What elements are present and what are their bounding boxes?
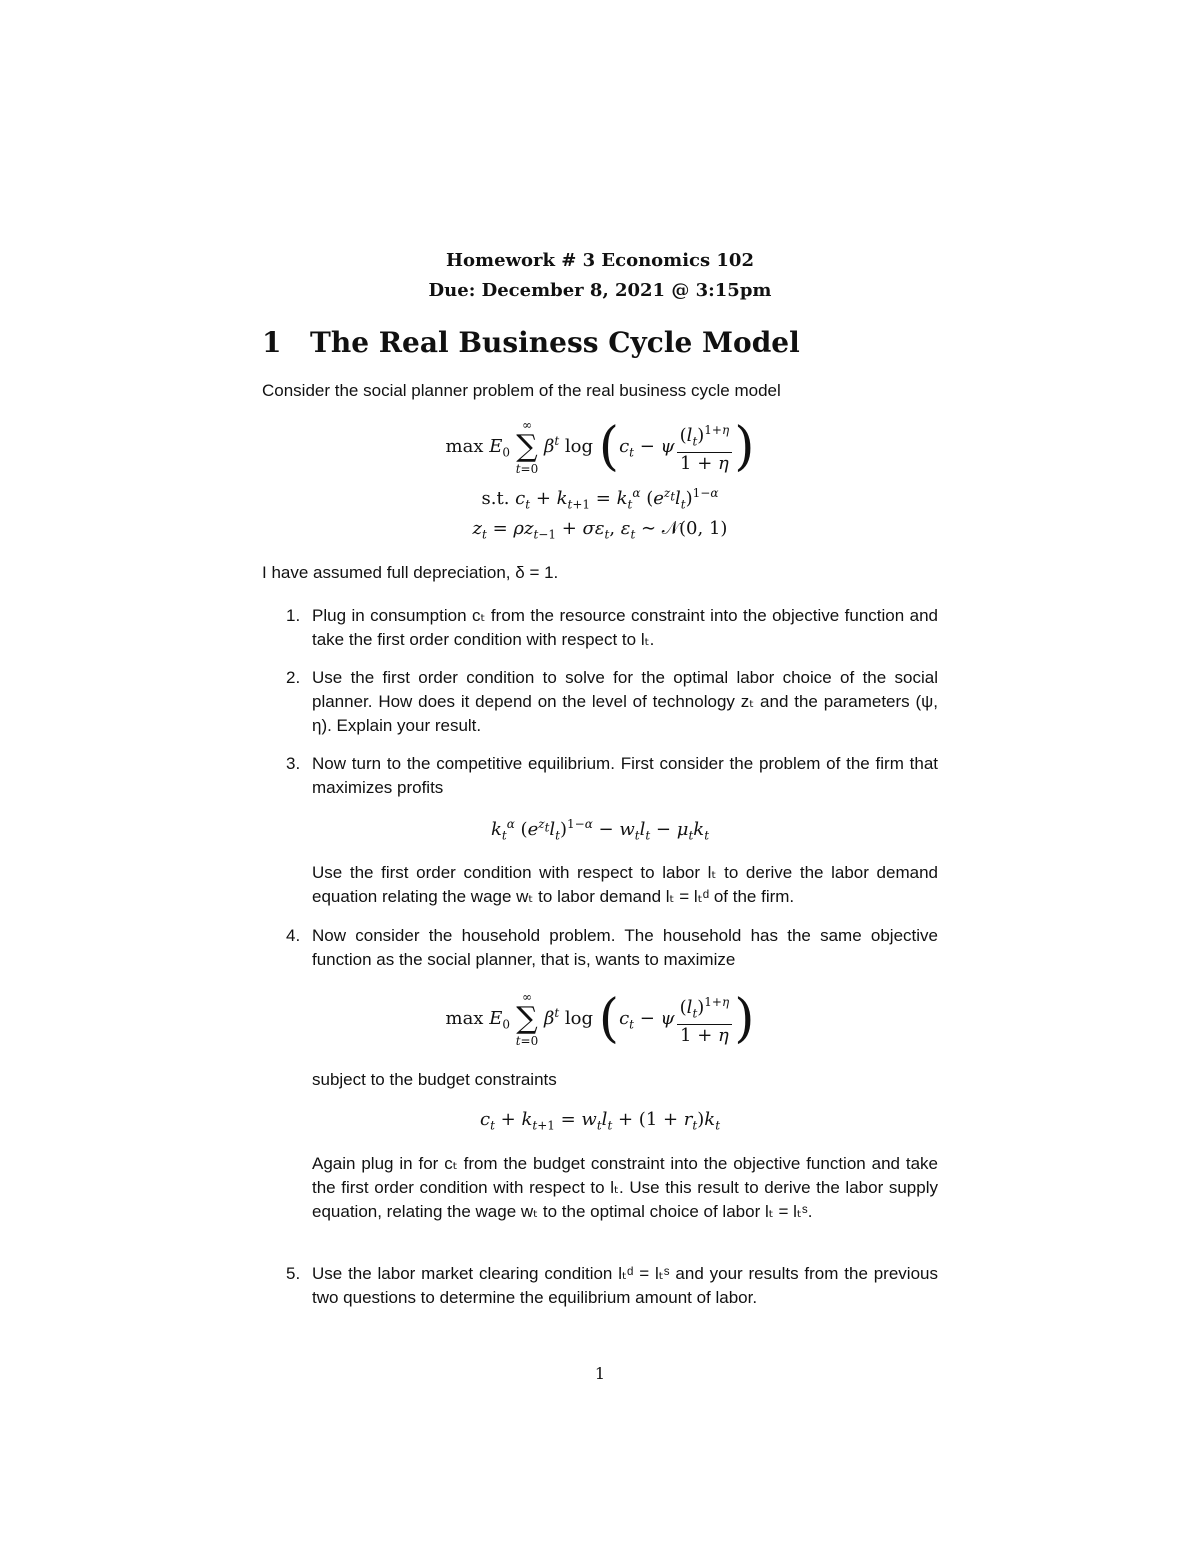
household-objective-equation: $\max E_0$ ∞ ∑ t=0 $\beta^t$ $\log (c_t - \psi$ $\frac{(l_t)^{1+\eta}}{1 + \eta}$ ) <box>445 989 755 1049</box>
intro-paragraph: Consider the social planner problem of the real business cycle model <box>262 381 781 400</box>
header-title: Homework # 3 Economics 102 <box>446 250 754 271</box>
firm-profit-equation: $k_t^\alpha$ $(e^{z_t}l_t)^{1-\alpha} - w_tl_t - \mu_tk_t$ <box>490 817 710 843</box>
list-marker: 3. <box>286 754 301 773</box>
resource-constraint-equation: s.t. $c_t + k_{t+1} = k_t^\alpha$ $(e^{z_t}l_t)^{1-\alpha}$ <box>481 486 719 512</box>
header-due-date: Due: December 8, 2021 @ 3:15pm <box>428 280 772 301</box>
list-marker: 5. <box>286 1264 301 1283</box>
list-item <box>286 1262 938 1310</box>
page-number: 1 <box>594 1364 606 1383</box>
item-4-middle: subject to the budget constraints <box>312 1070 557 1089</box>
list-item <box>286 752 938 800</box>
list-item-text: Use the labor market clearing condition lₜᵈ = lₜˢ and your results from the previous two questions to determine the equilibrium amount of labor. <box>312 1264 938 1307</box>
list-item <box>286 666 938 738</box>
budget-constraint-equation: $c_t + k_{t+1} = w_tl_t + (1 + r_t)k_t$ <box>479 1109 721 1133</box>
item-3-followup: Use the first order condition with respect to labor lₜ to derive the labor demand equation relating the wage wₜ to labor demand lₜ = lₜᵈ of the firm. <box>312 863 938 906</box>
section-number: 1 <box>262 326 282 359</box>
section-heading <box>262 326 800 359</box>
technology-process-equation: $z_t = \rho z_{t-1} + \sigma\varepsilon_t$, $\varepsilon_t$ ∼ 𝒩(0, 1) <box>472 518 728 542</box>
planner-objective-equation: $\max E_0$ ∞ ∑ t=0 $\beta^t$ $\log (c_t - \psi$ $\frac{(l_t)^{1+\eta}}{1 + \eta}$ ) <box>445 417 755 477</box>
list-marker: 1. <box>286 606 301 625</box>
list-marker: 4. <box>286 926 301 945</box>
assumption-paragraph: I have assumed full depreciation, δ = 1. <box>262 563 559 582</box>
item-4-followup: Again plug in for cₜ from the budget constraint into the objective function and take the first order condition with respect to lₜ. Use this result to derive the labor supply equation, relating the wage wₜ to the optimal choice of labor lₜ = lₜˢ. <box>312 1154 938 1221</box>
list-marker: 2. <box>286 668 301 687</box>
list-item <box>286 604 938 652</box>
list-item-text: Plug in consumption cₜ from the resource constraint into the objective function and take the first order condition with respect to lₜ. <box>312 606 938 649</box>
list-item-text: Use the first order condition to solve for the optimal labor choice of the social planner. How does it depend on the level of technology zₜ and the parameters (ψ, η). Explain your result. <box>312 668 938 735</box>
list-item-text: Now consider the household problem. The household has the same objective function as the social planner, that is, wants to maximize <box>312 926 938 969</box>
list-item-text: Now turn to the competitive equilibrium. First consider the problem of the firm that maximizes profits <box>312 754 938 797</box>
list-item <box>286 924 938 972</box>
section-title: The Real Business Cycle Model <box>310 326 800 359</box>
document-header <box>0 246 1200 306</box>
